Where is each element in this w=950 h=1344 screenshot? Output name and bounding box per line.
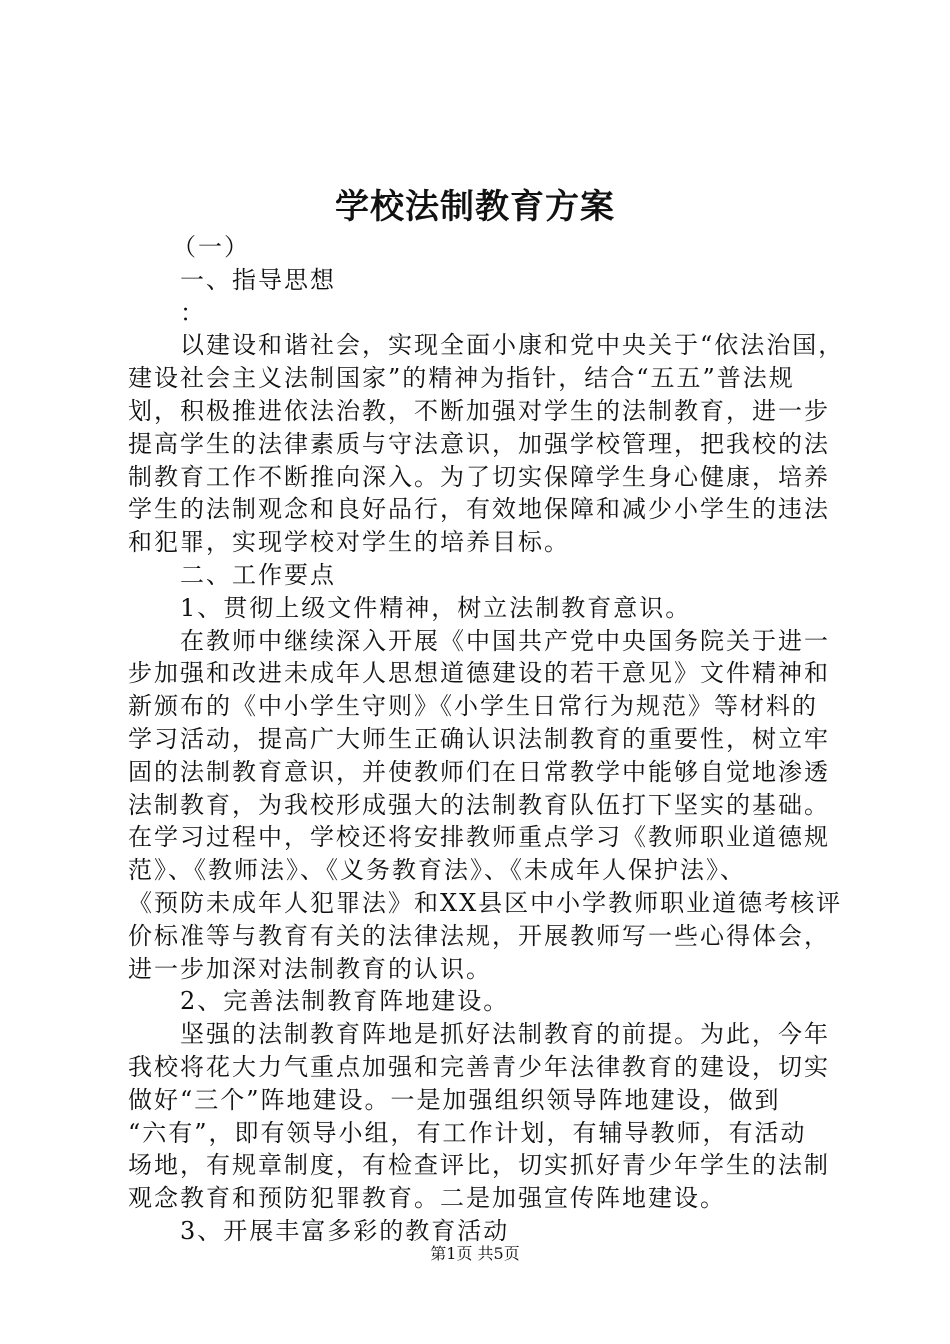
- document-title: 学校法制教育方案: [335, 187, 615, 227]
- paragraph-line: 在教师中继续深入开展《中国共产党中央国务院关于进一: [180, 626, 830, 655]
- paragraph-line: 在学习过程中，学校还将安排教师重点学习《教师职业道德规: [128, 823, 830, 852]
- paragraph-line: 进一步加深对法制教育的认识。: [128, 954, 492, 983]
- paragraph-line: “六有”，即有领导小组，有工作计划，有辅导教师，有活动: [128, 1118, 807, 1147]
- document-body: [128, 231, 845, 1248]
- paragraph-line: 学习活动，提高广大师生正确认识法制教育的重要性，树立牢: [128, 724, 830, 753]
- subheading-3: 3、开展丰富多彩的教育活动: [180, 1216, 510, 1245]
- paragraph-line: 以建设和谐社会，实现全面小康和党中央关于“依法治国，: [180, 331, 845, 360]
- paragraph-line: 学生的法制观念和良好品行，有效地保障和减少小学生的违法: [128, 495, 830, 524]
- paragraph-line: 固的法制教育意识，并使教师们在日常教学中能够自觉地渗透: [128, 757, 830, 786]
- paragraph-line: 建设社会主义法制国家”的精神为指针，结合“五五”普法规: [128, 364, 795, 393]
- colon-line: ：: [180, 298, 206, 327]
- paragraph-line: 观念教育和预防犯罪教育。二是加强宣传阵地建设。: [128, 1184, 726, 1213]
- paragraph-line: 范》、《教师法》、《义务教育法》、《未成年人保护法》、: [128, 856, 746, 885]
- paragraph-line: 新颁布的《中小学生守则》《小学生日常行为规范》等材料的: [128, 692, 818, 721]
- subheading-2: 2、完善法制教育阵地建设。: [180, 987, 510, 1016]
- paragraph-line: 提高学生的法律素质与守法意识，加强学校管理，把我校的法: [128, 429, 830, 458]
- paragraph-line: 做好“三个”阵地建设。一是加强组织领导阵地建设，做到: [128, 1085, 781, 1114]
- paragraph-line: 步加强和改进未成年人思想道德建设的若干意见》文件精神和: [128, 659, 830, 688]
- subheading-1: 1、贯彻上级文件精神，树立法制教育意识。: [180, 593, 692, 622]
- paragraph-line: 坚强的法制教育阵地是抓好法制教育的前提。为此，今年: [180, 1020, 830, 1049]
- paragraph-line: 场地，有规章制度，有检查评比，切实抓好青少年学生的法制: [128, 1151, 830, 1180]
- paragraph-line: 划，积极推进依法治教，不断加强对学生的法制教育，进一步: [128, 396, 830, 425]
- paragraph-line: 制教育工作不断推向深入。为了切实保障学生身心健康，培养: [128, 462, 830, 491]
- paragraph-line: 价标准等与教育有关的法律法规，开展教师写一些心得体会，: [128, 921, 830, 950]
- paragraph-line: 我校将花大力气重点加强和完善青少年法律教育的建设，切实: [128, 1052, 830, 1081]
- section-marker: （一）: [172, 233, 250, 261]
- paragraph-line: 法制教育，为我校形成强大的法制教育队伍打下坚实的基础。: [128, 790, 830, 819]
- paragraph-line: 和犯罪，实现学校对学生的培养目标。: [128, 528, 570, 557]
- heading-guiding-ideology: 一、指导思想: [180, 265, 336, 294]
- paragraph-line: 《预防未成年人犯罪法》和XX县区中小学教师职业道德考核评: [128, 888, 843, 917]
- page-footer: 第1页 共5页: [430, 1244, 520, 1263]
- heading-work-points: 二、工作要点: [180, 560, 336, 589]
